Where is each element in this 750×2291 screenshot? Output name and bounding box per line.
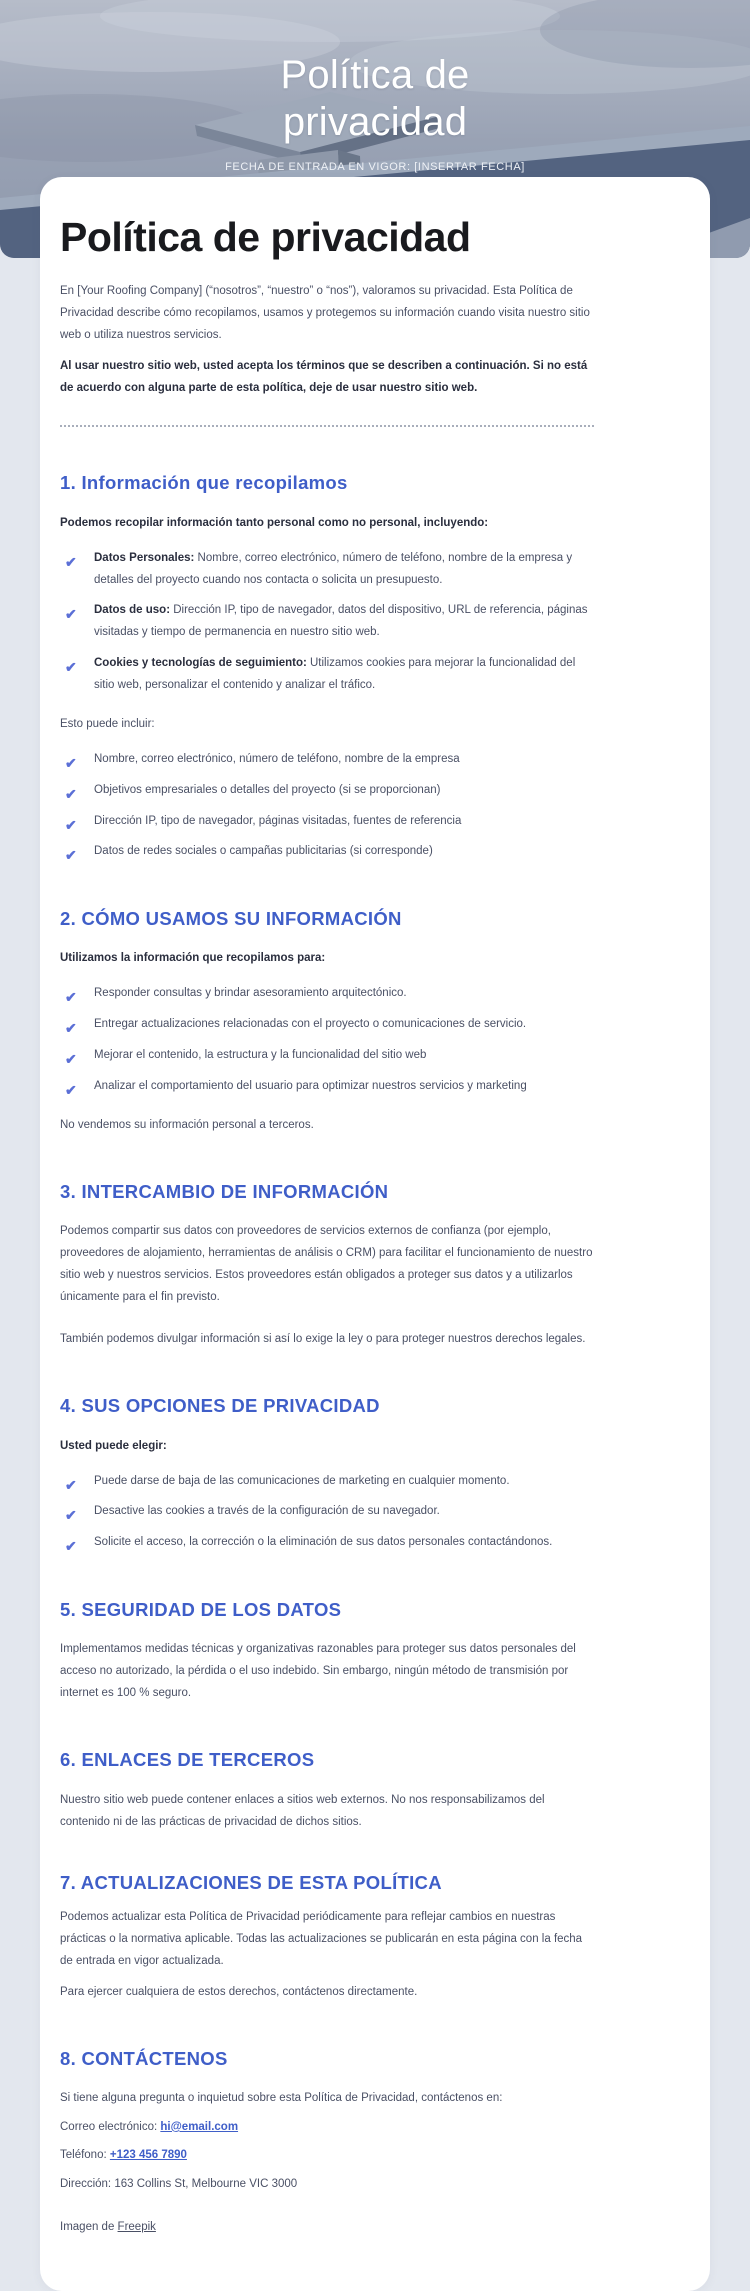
check-icon: ✔ bbox=[65, 1051, 77, 1068]
policy-card bbox=[40, 177, 710, 2291]
section-4-list bbox=[60, 1471, 594, 1555]
effective-date-label: FECHA DE ENTRADA EN VIGOR: [INSERTAR FECHA] bbox=[225, 161, 525, 174]
section-1-between: Esto puede incluir: bbox=[60, 717, 155, 730]
section-4-lead: Usted puede elegir: bbox=[60, 1439, 167, 1452]
list-item: ✔ Solicite el acceso, la corrección o la eliminación de sus datos personales contactándonos. bbox=[60, 1532, 594, 1554]
list-item: ✔ Responder consultas y brindar asesoramiento arquitectónico. bbox=[60, 983, 594, 1005]
check-icon: ✔ bbox=[65, 1081, 77, 1098]
contact-phone-line: Teléfono: +123 456 7890 bbox=[60, 2149, 187, 2162]
image-credit: Imagen de Freepik bbox=[60, 2221, 156, 2233]
check-icon: ✔ bbox=[65, 989, 77, 1006]
section-1-list-b bbox=[60, 749, 594, 863]
dotted-divider bbox=[60, 425, 594, 427]
check-icon: ✔ bbox=[65, 1507, 77, 1524]
section-3-paragraph: También podemos divulgar información si así lo exige la ley o para proteger nuestros derechos legales. bbox=[60, 1333, 586, 1346]
list-item: ✔ Desactive las cookies a través de la configuración de su navegador. bbox=[60, 1501, 594, 1523]
list-item: ✔ Datos de redes sociales o campañas publicitarias (si corresponde) bbox=[60, 841, 594, 863]
list-item: ✔ Entregar actualizaciones relacionadas con el proyecto o comunicaciones de servicio. bbox=[60, 1014, 594, 1036]
list-item: ✔ Dirección IP, tipo de navegador, páginas visitadas, fuentes de referencia bbox=[60, 811, 594, 833]
list-item: ✔ Objetivos empresariales o detalles del proyecto (si se proporcionan) bbox=[60, 780, 594, 802]
contact-intro: Si tiene alguna pregunta o inquietud sobre esta Política de Privacidad, contáctenos en: bbox=[60, 2092, 503, 2105]
freepik-link[interactable]: Freepik bbox=[117, 2221, 156, 2233]
check-icon: ✔ bbox=[65, 1476, 77, 1493]
phone-link[interactable]: +123 456 7890 bbox=[109, 2149, 187, 2162]
list-item: ✔ Analizar el comportamiento del usuario para optimizar nuestros servicios y marketing bbox=[60, 1076, 594, 1098]
section-8-heading: 8. CONTÁCTENOS bbox=[60, 2048, 228, 2070]
section-4-heading: 4. SUS OPCIONES DE PRIVACIDAD bbox=[60, 1395, 380, 1417]
section-1-list-a bbox=[60, 548, 594, 697]
email-link[interactable]: hi@email.com bbox=[160, 2120, 239, 2133]
list-item: ✔ Datos Personales: Nombre, correo electrónico, número de teléfono, nombre de la empresa y detalles del proyecto cuando nos contacta o solicita un presupuesto. bbox=[60, 548, 594, 592]
check-icon: ✔ bbox=[65, 785, 77, 802]
check-icon: ✔ bbox=[65, 1538, 77, 1555]
check-icon: ✔ bbox=[65, 553, 77, 570]
check-icon: ✔ bbox=[65, 1020, 77, 1037]
section-2-heading: 2. CÓMO USAMOS SU INFORMACIÓN bbox=[60, 908, 402, 930]
section-2-after: No vendemos su información personal a terceros. bbox=[60, 1118, 314, 1131]
section-7-heading: 7. ACTUALIZACIONES DE ESTA POLÍTICA bbox=[60, 1871, 442, 1893]
check-icon: ✔ bbox=[65, 816, 77, 833]
contact-email-line: Correo electrónico: hi@email.com bbox=[60, 2120, 239, 2133]
section-7-paragraph: Podemos actualizar esta Política de Privacidad periódicamente para reflejar cambios en nuestras prácticas o la normativa aplicable. Todas las actualizaciones se publicarán en esta página con la fecha de entrada en vigor actualizada. bbox=[60, 1910, 583, 1968]
section-3-paragraph: Podemos compartir sus datos con proveedores de servicios externos de confianza (por ejemplo, proveedores de alojamiento, herramientas de análisis o CRM) para facilitar el funcionamiento de nuestro sitio web y nuestros servicios. Estos proveedores están obligados a proteger sus datos y a utilizarlos únicamente para el fin previsto. bbox=[60, 1224, 593, 1304]
check-icon: ✔ bbox=[65, 754, 77, 771]
check-icon: ✔ bbox=[65, 847, 77, 864]
list-item: ✔ Puede darse de baja de las comunicaciones de marketing en cualquier momento. bbox=[60, 1471, 594, 1493]
check-icon: ✔ bbox=[65, 606, 77, 623]
intro-paragraph: En [Your Roofing Company] (“nosotros”, “nuestro” o “nos”), valoramos su privacidad. Esta Política de Privacidad describe cómo recopilamos, usamos y protegemos su información cuando visita nuestro sitio web o utiliza nuestros servicios. bbox=[60, 285, 590, 342]
section-7-paragraph: Para ejercer cualquiera de estos derechos, contáctenos directamente. bbox=[60, 1986, 418, 1999]
section-5-paragraph: Implementamos medidas técnicas y organizativas razonables para proteger sus datos personales del acceso no autorizado, la pérdida o el uso indebido. Sin embargo, ningún método de transmisión por internet es 100 % seguro. bbox=[60, 1643, 576, 1700]
section-2-list bbox=[60, 983, 594, 1097]
section-1-heading: 1. Información que recopilamos bbox=[60, 472, 348, 494]
intro-bold-paragraph: Al usar nuestro sitio web, usted acepta los términos que se describen a continuación. Si no está de acuerdo con alguna parte de esta política, deje de usar nuestro sitio web. bbox=[60, 360, 588, 395]
list-item: ✔ Cookies y tecnologías de seguimiento: Utilizamos cookies para mejorar la funcionalidad del sitio web, personalizar el contenido y analizar el tráfico. bbox=[60, 653, 594, 697]
section-6-paragraph: Nuestro sitio web puede contener enlaces a sitios web externos. No nos responsabilizamos del contenido ni de las prácticas de privacidad de dichos sitios. bbox=[60, 1793, 545, 1828]
list-item: ✔ Nombre, correo electrónico, número de teléfono, nombre de la empresa bbox=[60, 749, 594, 771]
contact-address-line: Dirección: 163 Collins St, Melbourne VIC 3000 bbox=[60, 2177, 298, 2190]
section-6-heading: 6. ENLACES DE TERCEROS bbox=[60, 1749, 315, 1771]
section-3-heading: 3. INTERCAMBIO DE INFORMACIÓN bbox=[60, 1180, 389, 1202]
section-5-heading: 5. SEGURIDAD DE LOS DATOS bbox=[60, 1599, 342, 1621]
page-title: Política de privacidad bbox=[280, 53, 470, 145]
list-item: ✔ Datos de uso: Dirección IP, tipo de navegador, datos del dispositivo, URL de referencia, páginas visitadas y tiempo de permanencia en nuestro sitio web. bbox=[60, 600, 594, 644]
article-title: Política de privacidad bbox=[60, 214, 471, 260]
check-icon: ✔ bbox=[65, 659, 77, 676]
section-1-lead: Podemos recopilar información tanto personal como no personal, incluyendo: bbox=[60, 516, 489, 529]
section-2-lead: Utilizamos la información que recopilamos para: bbox=[60, 952, 326, 965]
list-item: ✔ Mejorar el contenido, la estructura y la funcionalidad del sitio web bbox=[60, 1045, 594, 1067]
